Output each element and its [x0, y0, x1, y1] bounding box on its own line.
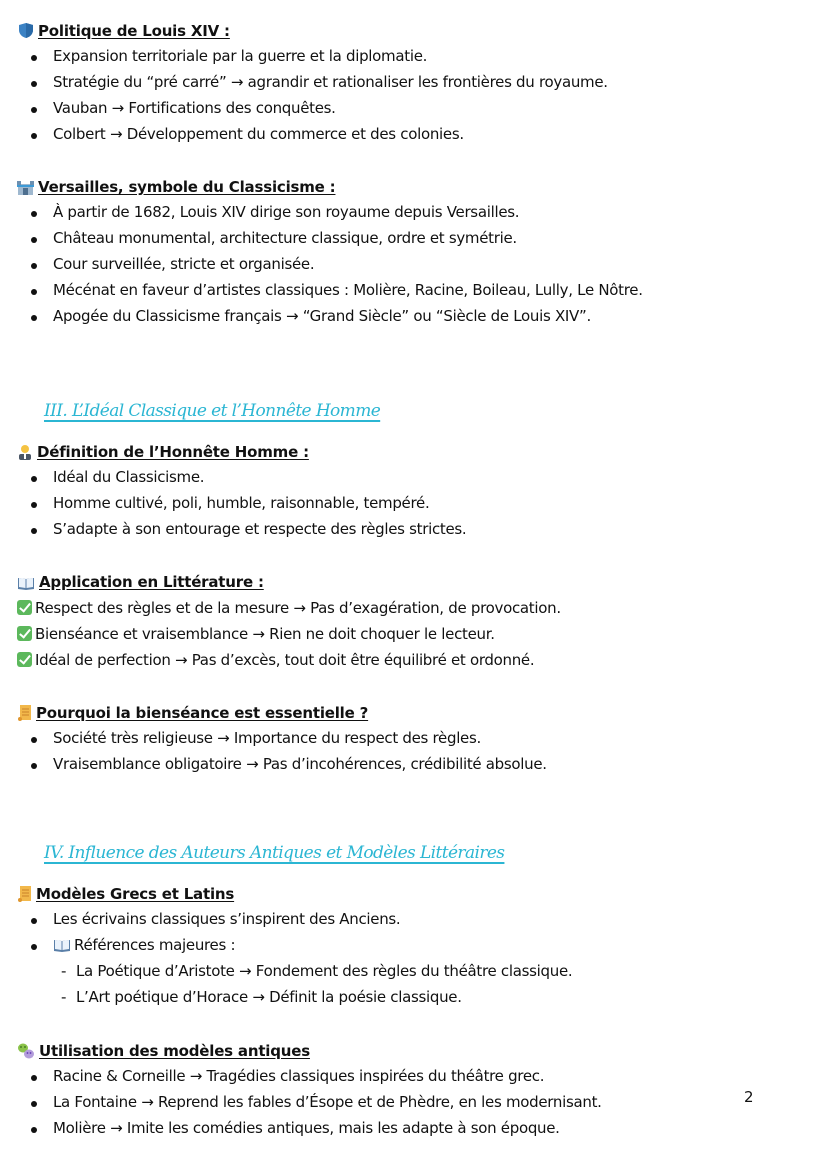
- list-item: Château monumental, architecture classique, ordre et symétrie.: [53, 229, 517, 247]
- bullet-dot: [31, 763, 37, 769]
- book-icon: [53, 938, 71, 956]
- bullet-dot: [31, 1101, 37, 1107]
- bullet-dot: [31, 263, 37, 269]
- list-item: Homme cultivé, poli, humble, raisonnable, tempéré.: [53, 494, 430, 512]
- list-item: Cour surveillée, stricte et organisée.: [53, 255, 315, 273]
- bullet-dot: [31, 1075, 37, 1081]
- list-item: Stratégie du “pré carré” → agrandir et rationaliser les frontières du royaume.: [53, 73, 608, 91]
- bullet-dot: [31, 918, 37, 924]
- list-item: La Fontaine → Reprend les fables d’Ésope et de Phèdre, en les modernisant.: [53, 1093, 602, 1111]
- check-icon: [17, 652, 32, 667]
- section-title-3: III. L’Idéal Classique et l’Honnête Homme: [44, 401, 381, 421]
- list-item: [53, 936, 235, 956]
- heading-text: Utilisation des modèles antiques: [39, 1042, 310, 1060]
- list-item: Molière → Imite les comédies antiques, mais les adapte à son époque.: [53, 1119, 560, 1137]
- list-item: Vauban → Fortifications des conquêtes.: [53, 99, 336, 117]
- bullet-dot: [31, 133, 37, 139]
- castle-icon: [17, 180, 34, 199]
- bullet-dot: [31, 315, 37, 321]
- heading-utilisation: [17, 1042, 310, 1063]
- heading-text: Versailles, symbole du Classicisme :: [38, 178, 336, 196]
- heading-text: Pourquoi la bienséance est essentielle ?: [36, 704, 369, 722]
- bullet-dot: [31, 944, 37, 950]
- shield-icon: [18, 22, 34, 43]
- heading-definition: [17, 443, 309, 464]
- sub-list-item: La Poétique d’Aristote → Fondement des règles du théâtre classique.: [76, 962, 573, 980]
- bullet-dot: [31, 55, 37, 61]
- list-item-text: Références majeures :: [74, 936, 236, 954]
- page-number: 2: [744, 1088, 754, 1106]
- bullet-dot: [31, 528, 37, 534]
- bullet-dot: [31, 502, 37, 508]
- list-item: S’adapte à son entourage et respecte des règles strictes.: [53, 520, 467, 538]
- person-icon: [17, 444, 33, 464]
- sub-list-item: L’Art poétique d’Horace → Définit la poésie classique.: [76, 988, 462, 1006]
- check-text: Idéal de perfection → Pas d’excès, tout doit être équilibré et ordonné.: [35, 651, 535, 669]
- list-item: Racine & Corneille → Tragédies classiques inspirées du théâtre grec.: [53, 1067, 545, 1085]
- check-item: [17, 651, 534, 669]
- heading-text: Application en Littérature :: [39, 573, 264, 591]
- check-text: Respect des règles et de la mesure → Pas d’exagération, de provocation.: [35, 599, 561, 617]
- bullet-dot: [31, 476, 37, 482]
- check-text: Bienséance et vraisemblance → Rien ne doit choquer le lecteur.: [35, 625, 495, 643]
- list-item: Idéal du Classicisme.: [53, 468, 205, 486]
- bullet-dot: [31, 289, 37, 295]
- heading-modeles: [17, 885, 234, 906]
- list-item: Expansion territoriale par la guerre et la diplomatie.: [53, 47, 428, 65]
- heading-politique: [18, 22, 230, 43]
- scroll-icon: [17, 704, 32, 725]
- dash-marker: -: [61, 962, 67, 980]
- heading-text: Modèles Grecs et Latins: [36, 885, 235, 903]
- list-item: Vraisemblance obligatoire → Pas d’incohérences, crédibilité absolue.: [53, 755, 547, 773]
- dash-marker: -: [61, 988, 67, 1006]
- list-item: Les écrivains classiques s’inspirent des Anciens.: [53, 910, 401, 928]
- check-icon: [17, 600, 32, 615]
- list-item: À partir de 1682, Louis XIV dirige son royaume depuis Versailles.: [53, 203, 520, 221]
- bullet-dot: [31, 211, 37, 217]
- list-item: Mécénat en faveur d’artistes classiques : Molière, Racine, Boileau, Lully, Le Nôtre.: [53, 281, 643, 299]
- heading-text: Définition de l’Honnête Homme :: [37, 443, 309, 461]
- section-title-4: IV. Influence des Auteurs Antiques et Modèles Littéraires: [44, 843, 505, 863]
- bullet-dot: [31, 237, 37, 243]
- book-icon: [17, 576, 35, 594]
- theater-masks-icon: [17, 1043, 35, 1063]
- list-item: Colbert → Développement du commerce et des colonies.: [53, 125, 464, 143]
- heading-application: [17, 573, 264, 594]
- bullet-dot: [31, 81, 37, 87]
- check-icon: [17, 626, 32, 641]
- scroll-icon: [17, 885, 32, 906]
- check-item: [17, 625, 495, 643]
- heading-text: Politique de Louis XIV :: [38, 22, 230, 40]
- bullet-dot: [31, 1127, 37, 1133]
- bullet-dot: [31, 737, 37, 743]
- check-item: [17, 599, 561, 617]
- bullet-dot: [31, 107, 37, 113]
- list-item: Apogée du Classicisme français → “Grand Siècle” ou “Siècle de Louis XIV”.: [53, 307, 591, 325]
- list-item: Société très religieuse → Importance du respect des règles.: [53, 729, 481, 747]
- heading-versailles: [17, 178, 335, 199]
- heading-bienseance: [17, 704, 368, 725]
